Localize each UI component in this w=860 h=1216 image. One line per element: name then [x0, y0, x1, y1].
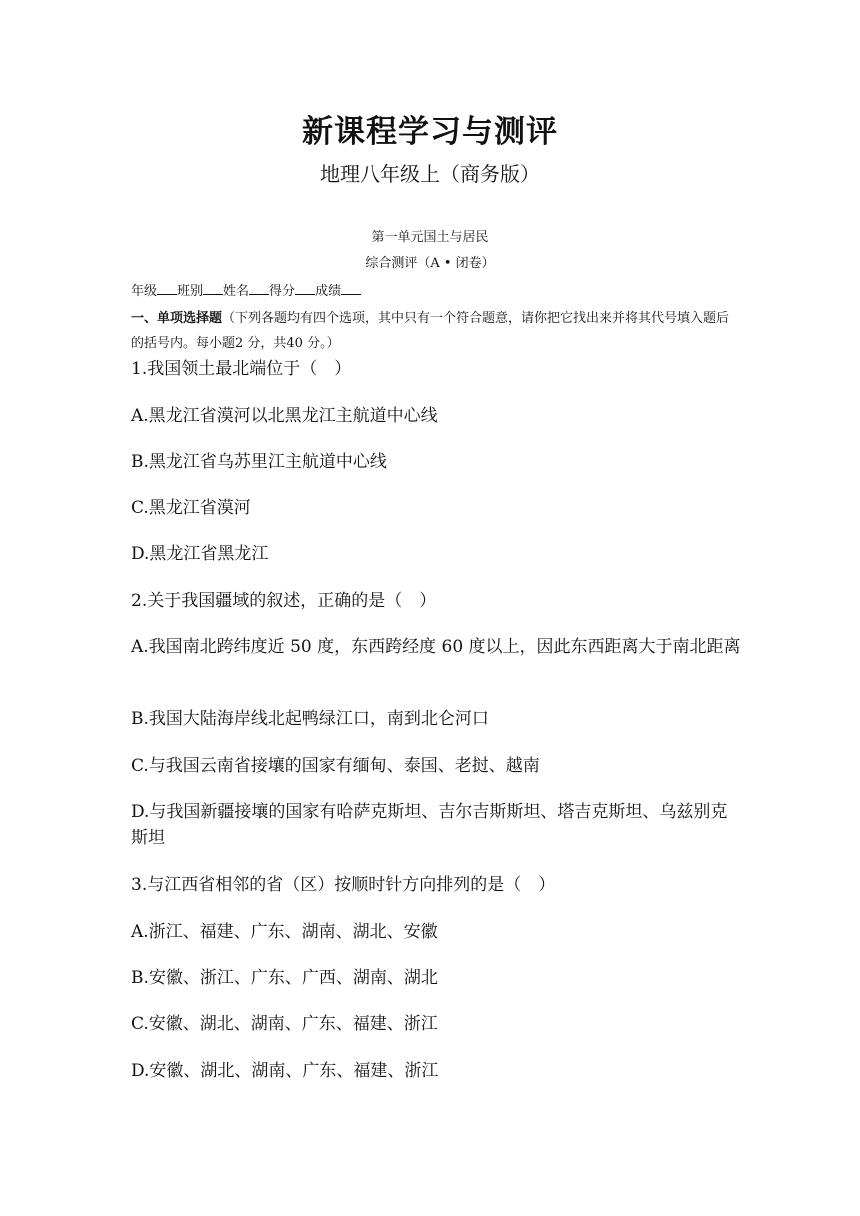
grade-blank — [157, 282, 177, 295]
answer-option: D.黑龙江省黑龙江 — [131, 544, 269, 564]
grade-label: 年级 — [131, 284, 158, 299]
answer-option: A.浙江、福建、广东、湖南、湖北、安徽 — [131, 922, 438, 942]
section-instructions-text: （下列各题均有四个选项，其中只有一个符合题意，请你把它找出来并将其代号填入题后的括号内。每小题2 分，共40 分。） — [131, 311, 730, 351]
document-title: 新课程学习与测评 — [302, 114, 558, 150]
document-subtitle: 地理八年级上（商务版） — [320, 162, 540, 186]
student-info-fields — [131, 280, 361, 299]
test-title: 综合测评（A • 闭卷） — [365, 256, 495, 271]
class-blank — [203, 282, 223, 295]
name-blank — [249, 282, 269, 295]
answer-option: C.安徽、湖北、湖南、广东、福建、浙江 — [131, 1014, 438, 1034]
answer-option: B.黑龙江省乌苏里江主航道中心线 — [131, 452, 387, 472]
answer-option: C.黑龙江省漠河 — [131, 498, 251, 518]
answer-option: A.我国南北跨纬度近 50 度，东西跨经度 60 度以上，因此东西距离大于南北距离 — [131, 637, 741, 657]
question-stem: 3.与江西省相邻的省（区）按顺时针方向排列的是（ ） — [131, 875, 556, 895]
score-blank — [295, 282, 315, 295]
section-instructions — [131, 306, 741, 356]
answer-option: D.与我国新疆接壤的国家有哈萨克斯坦、吉尔吉斯斯坦、塔吉克斯坦、乌兹别克斯坦 — [131, 802, 728, 848]
result-blank — [341, 282, 361, 295]
question-stem: 2.关于我国疆域的叙述，正确的是（ ） — [131, 591, 437, 611]
answer-option: A.黑龙江省漠河以北黑龙江主航道中心线 — [131, 406, 438, 426]
answer-option: D.安徽、湖北、湖南、广东、福建、浙江 — [131, 1061, 439, 1081]
section-heading: 一、单项选择题 — [131, 311, 223, 326]
unit-title: 第一单元国土与居民 — [371, 230, 489, 245]
answer-option: C.与我国云南省接壤的国家有缅甸、泰国、老挝、越南 — [131, 756, 540, 776]
answer-option: B.我国大陆海岸线北起鸭绿江口，南到北仑河口 — [131, 709, 489, 729]
score-label: 得分 — [269, 284, 296, 299]
result-label: 成绩 — [315, 284, 342, 299]
question-stem: 1.我国领土最北端位于（ ） — [131, 359, 352, 379]
answer-option: B.安徽、浙江、广东、广西、湖南、湖北 — [131, 968, 438, 988]
class-label: 班别 — [177, 284, 204, 299]
name-label: 姓名 — [223, 284, 250, 299]
